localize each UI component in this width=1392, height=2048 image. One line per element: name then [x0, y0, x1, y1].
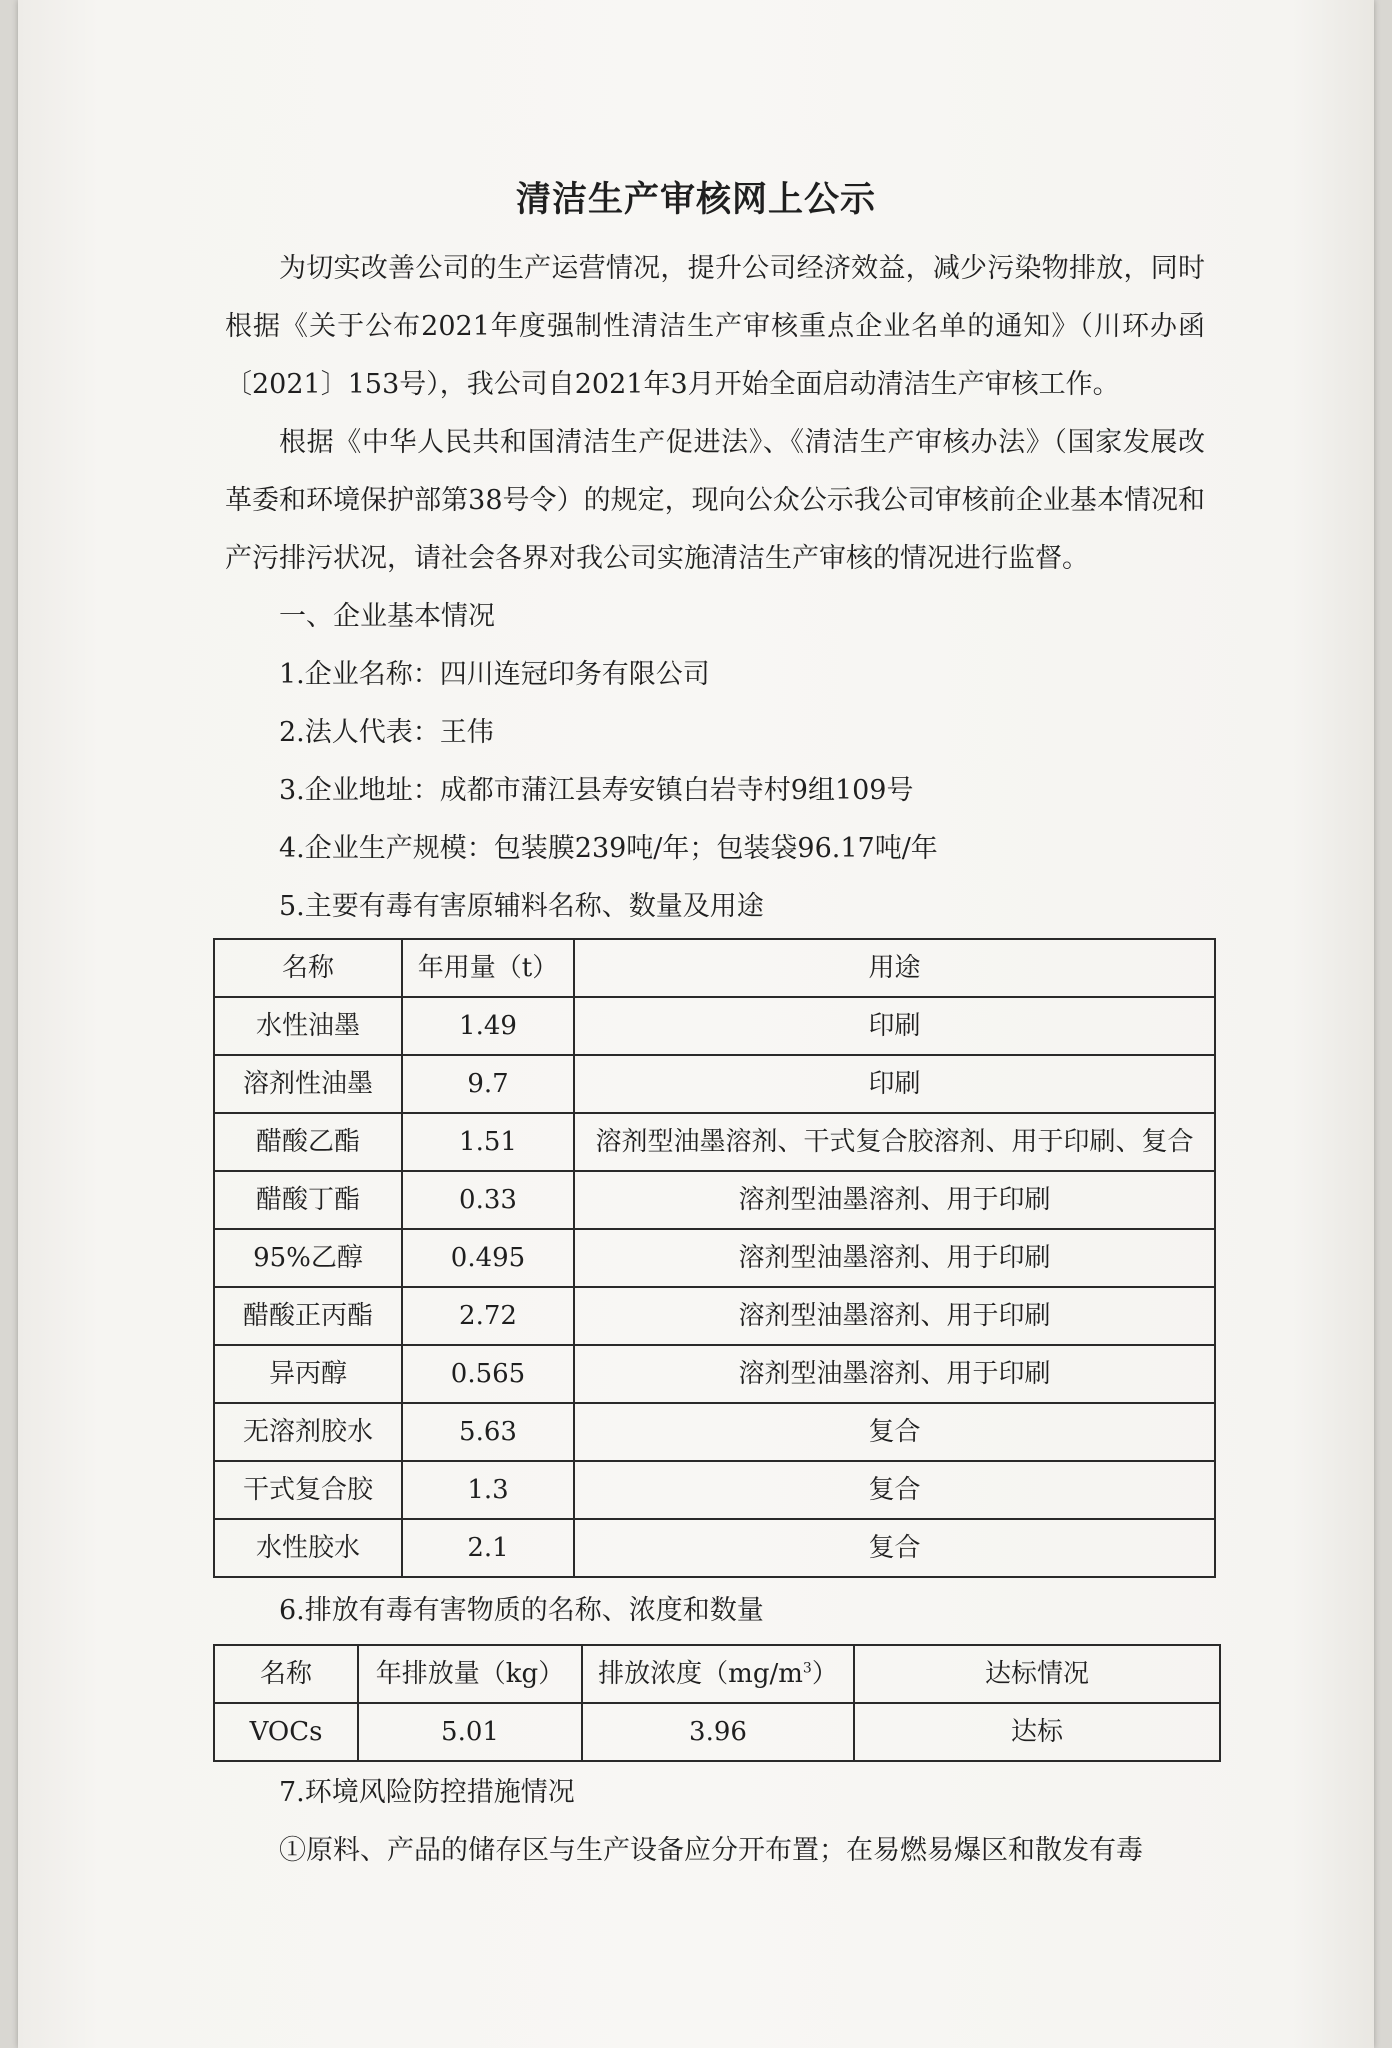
- table-row: [214, 1113, 1215, 1171]
- emissions-header-compliance: 达标情况: [854, 1645, 1220, 1703]
- concentration-unit-text: 排放浓度（mg/m: [598, 1659, 803, 1689]
- materials-table: [213, 938, 1216, 1578]
- emissions-heading: 6.排放有毒有害物质的名称、浓度和数量: [279, 1595, 764, 1626]
- material-name-cell: 水性油墨: [214, 997, 402, 1055]
- material-name-cell: 异丙醇: [214, 1345, 402, 1403]
- section-heading-basic-info: 一、企业基本情况: [279, 601, 495, 632]
- material-use-cell: 溶剂型油墨溶剂、干式复合胶溶剂、用于印刷、复合: [574, 1113, 1215, 1171]
- table-row: [214, 1703, 1220, 1761]
- material-use-cell: 复合: [574, 1403, 1215, 1461]
- info-value: 成都市蒲江县寿安镇白岩寺村9组109号: [439, 775, 914, 806]
- table-row: [214, 997, 1215, 1055]
- document-body: [225, 240, 1205, 1880]
- material-name-cell: 干式复合胶: [214, 1461, 402, 1519]
- material-use-cell: 复合: [574, 1461, 1215, 1519]
- table-row: [214, 1055, 1215, 1113]
- info-label: 3.企业地址：: [279, 775, 440, 806]
- concentration-unit-superscript: 3: [802, 1660, 812, 1677]
- material-amount-cell: 2.1: [402, 1519, 574, 1577]
- table-row: [214, 1171, 1215, 1229]
- materials-header-name: 名称: [214, 939, 402, 997]
- info-value: 包装膜239吨/年；包装袋96.17吨/年: [493, 833, 938, 864]
- emission-amount-cell: 5.01: [358, 1703, 582, 1761]
- table-row: [214, 1403, 1215, 1461]
- info-label: 1.企业名称：: [279, 659, 440, 690]
- material-name-cell: 醋酸丁酯: [214, 1171, 402, 1229]
- material-amount-cell: 1.49: [402, 997, 574, 1055]
- materials-header-row: [214, 939, 1215, 997]
- table-row: [214, 1287, 1215, 1345]
- material-amount-cell: 0.565: [402, 1345, 574, 1403]
- info-label: 2.法人代表：: [279, 717, 440, 748]
- material-use-cell: 溶剂型油墨溶剂、用于印刷: [574, 1345, 1215, 1403]
- material-amount-cell: 1.3: [402, 1461, 574, 1519]
- material-name-cell: 无溶剂胶水: [214, 1403, 402, 1461]
- emissions-header-row: [214, 1645, 1220, 1703]
- material-amount-cell: 5.63: [402, 1403, 574, 1461]
- info-label: 4.企业生产规模：: [279, 833, 494, 864]
- materials-heading: 5.主要有毒有害原辅料名称、数量及用途: [279, 891, 764, 922]
- intro-paragraph-2: 根据《中华人民共和国清洁生产促进法》、《清洁生产审核办法》（国家发展改革委和环境保护部第38号令）的规定，现向公众公示我公司审核前企业基本情况和产污排污状况，请社会各界对我公司实施清洁生产审核的情况进行监督。: [225, 427, 1205, 574]
- info-value: 王伟: [439, 717, 494, 748]
- emissions-header-concentration: [582, 1645, 854, 1703]
- material-use-cell: 溶剂型油墨溶剂、用于印刷: [574, 1229, 1215, 1287]
- concentration-unit-close: ）: [811, 1659, 838, 1689]
- info-company-name: [225, 646, 1205, 704]
- emission-name-cell: VOCs: [214, 1703, 358, 1761]
- info-value: 四川连冠印务有限公司: [439, 659, 710, 690]
- info-production-scale: [225, 820, 1205, 878]
- material-amount-cell: 2.72: [402, 1287, 574, 1345]
- material-use-cell: 溶剂型油墨溶剂、用于印刷: [574, 1171, 1215, 1229]
- material-name-cell: 醋酸乙酯: [214, 1113, 402, 1171]
- material-use-cell: 复合: [574, 1519, 1215, 1577]
- material-amount-cell: 9.7: [402, 1055, 574, 1113]
- material-name-cell: 95%乙醇: [214, 1229, 402, 1287]
- material-amount-cell: 1.51: [402, 1113, 574, 1171]
- emission-compliance-cell: 达标: [854, 1703, 1220, 1761]
- section-heading-risk-control: 7.环境风险防控措施情况: [279, 1777, 575, 1808]
- risk-control-text: ①原料、产品的储存区与生产设备应分开布置；在易燃易爆区和散发有毒: [279, 1835, 1143, 1866]
- table-row: [214, 1345, 1215, 1403]
- materials-table-body: [214, 997, 1215, 1577]
- emissions-table-body: [214, 1703, 1220, 1761]
- material-name-cell: 溶剂性油墨: [214, 1055, 402, 1113]
- page-title: 清洁生产审核网上公示: [515, 180, 876, 220]
- info-legal-representative: [225, 704, 1205, 762]
- material-name-cell: 醋酸正丙酯: [214, 1287, 402, 1345]
- emission-concentration-cell: 3.96: [582, 1703, 854, 1761]
- materials-header-amount: 年用量（t）: [402, 939, 574, 997]
- emissions-table: [213, 1644, 1221, 1762]
- material-use-cell: 印刷: [574, 1055, 1215, 1113]
- material-amount-cell: 0.495: [402, 1229, 574, 1287]
- emissions-header-name: 名称: [214, 1645, 358, 1703]
- material-use-cell: 印刷: [574, 997, 1215, 1055]
- table-row: [214, 1519, 1215, 1577]
- intro-paragraph-1: 为切实改善公司的生产运营情况，提升公司经济效益，减少污染物排放，同时根据《关于公布2021年度强制性清洁生产审核重点企业名单的通知》（川环办函〔2021〕153号），我公司自2021年3月开始全面启动清洁生产审核工作。: [225, 253, 1205, 400]
- emissions-header-amount: 年排放量（kg）: [358, 1645, 582, 1703]
- material-name-cell: 水性胶水: [214, 1519, 402, 1577]
- table-row: [214, 1229, 1215, 1287]
- info-address: [225, 762, 1205, 820]
- materials-header-use: 用途: [574, 939, 1215, 997]
- table-row: [214, 1461, 1215, 1519]
- material-amount-cell: 0.33: [402, 1171, 574, 1229]
- material-use-cell: 溶剂型油墨溶剂、用于印刷: [574, 1287, 1215, 1345]
